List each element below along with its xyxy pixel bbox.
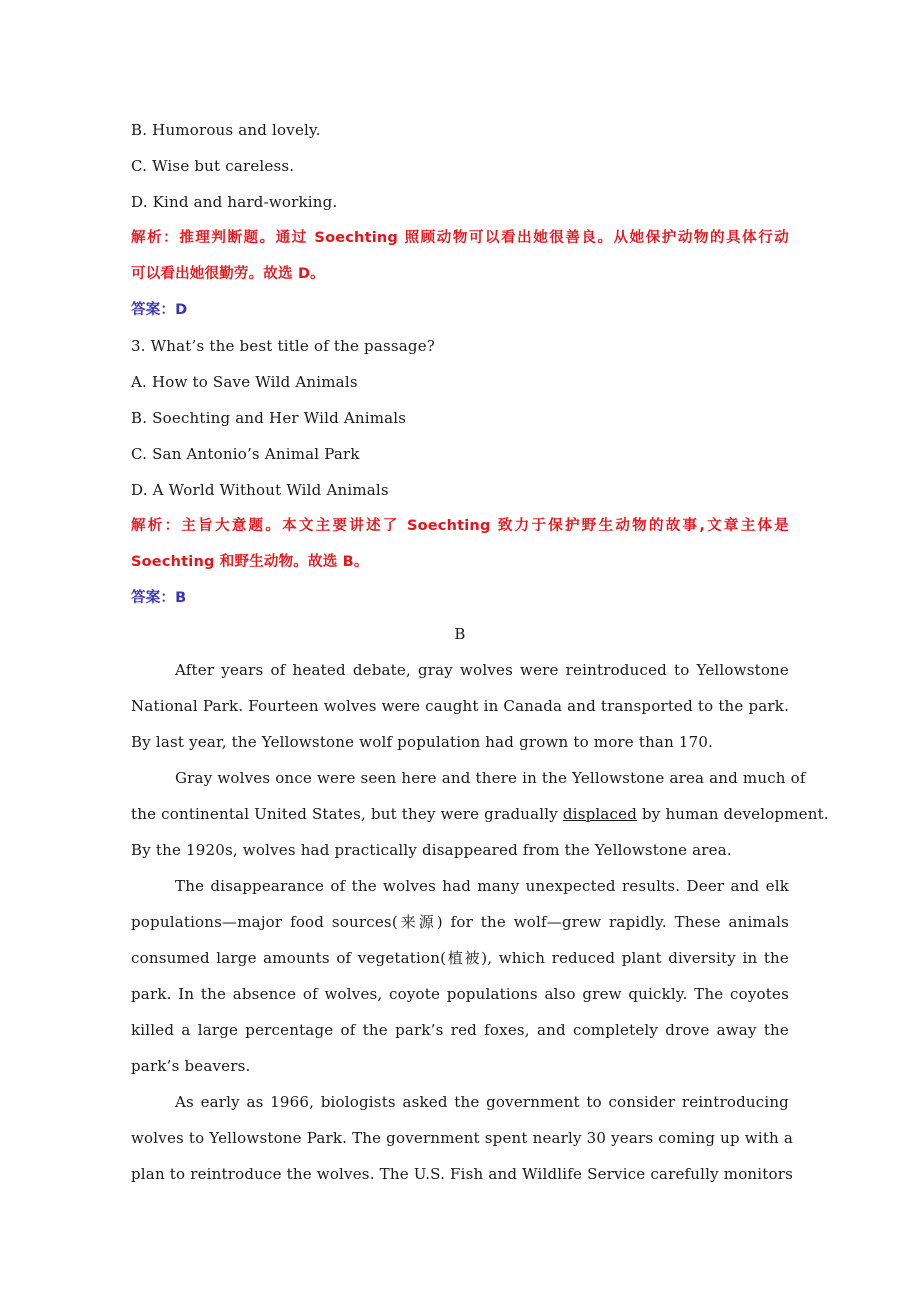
passage-line: populations—major food sources(来源) for the wolf—grew rapidly. These animals <box>131 913 789 931</box>
answer-line: 答案：B <box>131 590 187 606</box>
passage-line: As early as 1966, biologists asked the government to consider reintroducing <box>175 1093 789 1111</box>
passage-line: plan to reintroduce the wolves. The U.S. Fish and Wildlife Service carefully monitors <box>131 1165 794 1183</box>
passage-line: killed a large percentage of the park’s red foxes, and completely drove away the <box>131 1021 789 1039</box>
option-b: B. Soechting and Her Wild Animals <box>131 409 407 427</box>
passage-line <box>131 796 829 832</box>
section-label: B <box>454 625 466 643</box>
passage-line: By last year, the Yellowstone wolf population had grown to more than 170. <box>131 733 714 751</box>
option-d: D. Kind and hard-working. <box>131 193 338 211</box>
passage-text: the continental United States, but they were gradually <box>131 805 563 823</box>
document-page <box>131 112 829 1192</box>
underlined-word: displaced <box>562 805 638 823</box>
passage-line: After years of heated debate, gray wolves were reintroduced to Yellowstone <box>175 661 789 679</box>
option-b: B. Humorous and lovely. <box>131 121 321 139</box>
answer-line: 答案：D <box>131 302 188 318</box>
passage-line: Gray wolves once were seen here and there in the Yellowstone area and much of <box>175 769 806 787</box>
passage-line: The disappearance of the wolves had many unexpected results. Deer and elk <box>175 877 789 895</box>
option-c: C. Wise but careless. <box>131 157 295 175</box>
passage-line: By the 1920s, wolves had practically disappeared from the Yellowstone area. <box>131 841 732 859</box>
passage-line: wolves to Yellowstone Park. The government spent nearly 30 years coming up with a <box>131 1129 794 1147</box>
question-3: 3. What’s the best title of the passage? <box>131 337 436 355</box>
option-d: D. A World Without Wild Animals <box>131 481 389 499</box>
analysis-line: Soechting 和野生动物。故选 B。 <box>131 554 369 570</box>
option-c: C. San Antonio’s Animal Park <box>131 445 360 463</box>
analysis-line: 可以看出她很勤劳。故选 D。 <box>131 266 325 282</box>
option-a: A. How to Save Wild Animals <box>131 373 358 391</box>
passage-line: park’s beavers. <box>131 1057 251 1075</box>
analysis-line: 解析：推理判断题。通过 Soechting 照顾动物可以看出她很善良。从她保护动物的具体行动 <box>131 230 789 246</box>
passage-line: National Park. Fourteen wolves were caught in Canada and transported to the park. <box>131 697 790 715</box>
passage-text: by human development. <box>637 805 829 823</box>
passage-line: park. In the absence of wolves, coyote populations also grew quickly. The coyotes <box>131 985 789 1003</box>
analysis-line: 解析：主旨大意题。本文主要讲述了 Soechting 致力于保护野生动物的故事,文章主体是 <box>131 518 789 534</box>
passage-line: consumed large amounts of vegetation(植被), which reduced plant diversity in the <box>131 949 789 967</box>
